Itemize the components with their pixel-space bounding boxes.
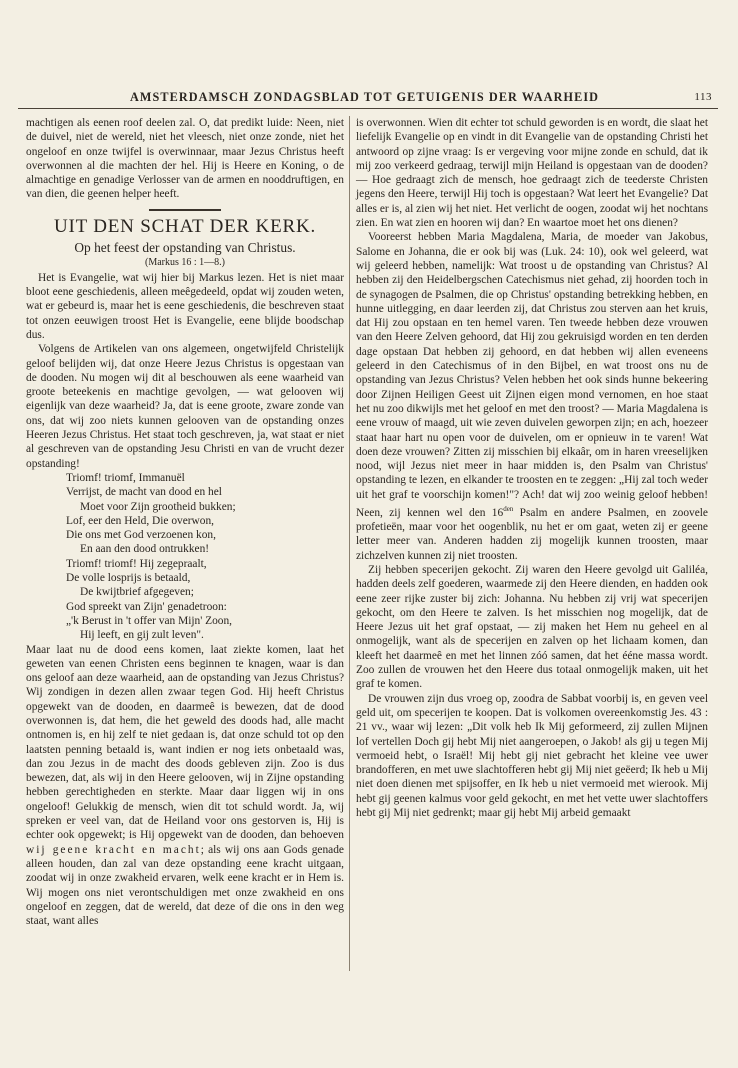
paragraph: Het is Evangelie, wat wij hier bij Markus lezen. Het is niet maar bloot eene geschiedenis, alleen meêgedeeld, opdat wij zouden weten, wat er gebeurd is, maar het is eene geschiedenis, die beschreven staat tot onzen eeuwigen troost Het is Evangelie, eene blijde boodschap dus. xyxy=(26,271,344,341)
poem-line: Triomf! triomf, Immanuël xyxy=(66,471,185,484)
poem-line: De kwijtbrief afgegeven; xyxy=(80,586,194,599)
poem-line: Triomf! triomf! Hij zegepraalt, xyxy=(66,557,207,570)
paragraph: Zij hebben specerijen gekocht. Zij waren den Heere gevolgd uit Galiléa, hadden deels zelf goederen, waarmede zij den Heere dienden, en hadden ook eene zeer rijke zuster bij zich: Johanna. Nu hebben zij vrij wat specerijen gekocht, om den Heere te zalven. Is het misschien nog mogelijk, dat de Heere Jezus uit het graf opstaat, — zij maken het Hem nu geheel en al onmogelijk, want als de specerijen en zalven op het lichaam komen, dan kleeft het daarmeê en met het linnen zóó samen, dat het ééne massa wordt. Zoo zullen de vrouwen het den Heere dus totaal onmogelijk maken, uit het graf te komen. xyxy=(356,564,708,691)
poem-line: Hij leeft, en gij zult leven". xyxy=(80,629,204,642)
paragraph-text: Vooreerst hebben Maria Magdalena, Maria, de moeder van Jakobus, Salome en Johanna, die er ook bij was (Luk. 24: 10), ook wel geleerd, wat wij geleerd hebben, namelijk: Wat troost u de opstanding van Christus? Al hebben zij den Heidelbergschen Catechismus niet gehad, zij hoorden toch in de synagogen de Psalmen, die op Christus' opstanding betrekking hebben, en hunne uitlegging, en daar leerden zij, dat Christus zou sterven aan het kruis, dat Hij zou opstaan en ten hemel varen. Ten tweede hebben deze vrouwen van den Heere Zelven gehoord, dat Hij zou gekruisigd worden en ten derden dage opstaan Dat hebben zij gehoord, en dat hebben wij allen eveneens geleerd in den Catechismus of in den Bijbel, en wat troost ons nu de opstanding van Jezus Christus? Velen hebben het ook sinds hunne bekeering door Zijnen Heiligen Geest uit Zijnen eigen mond vernomen, en hoe staat het nu zoo dikwijls met het geloof en met den troost? — Maria Magdalena is eene vrouw of maagd, uit wie zeven duivelen geworpen zijn; en ach, hoezeer staat haar hart nu open voor de duivelen, om er opnieuw in te varen! Wat doen deze vrouwen? Zitten zij misschien bij elkaâr, om in haren vreeselijken nood, wijl Jezus niet meer in haar midden is, den Psalm van Christus' opstanding te lezen, en elkander te troosten en te zeggen: „Hij zal toch weder uit het graf te voorschijn komen!"? Ach! dat wij zoo weinig geloof hebben! Neen, zij kennen wel den 16 xyxy=(356,231,708,519)
intro-paragraph: machtigen als eenen roof deelen zal. O, dat predikt luide: Neen, niet de duivel, niet de wereld, niet het vleesch, niet onze zonde, niet het ongeloof en onze twijfel is overwinnaar, maar Jezus Christus heeft overwonnen al die machten der hel. Hij is Heere en Koning, o de almachtige en genadige Verlosser van de armen en nooddruftigen, en van dien, die geenen helper heeft. xyxy=(26,117,344,201)
paragraph: De vrouwen zijn dus vroeg op, zoodra de Sabbat voorbij is, en geven veel geld uit, om specerijen te koopen. Dat is volkomen overeenkomstig Jes. 43 : 21 vv., waar wij lezen: „Dit volk heb Ik Mij geformeerd, zij zullen Mijnen lof vertellen Doch gij hebt Mij niet aangeroepen, o Jakob! als gij u tegen Mij vermoeid hebt, o Israël! Mij hebt gij niet gebracht het kleine vee uwer brandofferen, en met uwe slachtofferen hebt gij Mij niet geëerd; Ik heb u Mij niet doen dienen met spijsoffer, en Ik heb u niet vermoeid met wierook. Mij hebt gij geenen kalmus voor geld gekocht, en met het vette uwer slachtoffers hebt gij Mij niet gedrenkt; maar gij hebt Mij arbeid gemaakt xyxy=(356,692,708,820)
paragraph xyxy=(356,230,708,563)
page-header xyxy=(18,88,718,109)
poem-line: Die ons met God verzoenen kon, xyxy=(66,529,216,542)
column-divider xyxy=(349,116,350,971)
paragraph: is overwonnen. Wien dit echter tot schuld geworden is en wordt, die slaat het liefelijk Evangelie op en vindt in dit Evangelie van de opstanding Christi het antwoord op zijne vraag: Is er vergeving voor mijne zonde en schuld, dat ik mij zoo verkeerd gedraag, terwijl mijn Heiland is opgestaan van de dooden? — Hoe gedraagt zich de mensch, hoe gedraagt zich de teederste Christen jegens den Heere, terwijl Hij toch is opgestaan? Wat leert het Evangelie? Dat alles er is, al zien wij het niet. Het verlicht de oogen, zoodat wij het nochtans zien. En wat zien en hooren wij dan? En waartoe moet het ons dienen? xyxy=(356,117,708,230)
poem-line: Moet voor Zijn grootheid bukken; xyxy=(80,500,236,513)
newspaper-title: AMSTERDAMSCH ZONDAGSBLAD TOT GETUIGENIS DER WAARHEID xyxy=(130,90,600,104)
section-rule xyxy=(149,209,221,211)
poem-line: De volle losprijs is betaald, xyxy=(66,572,191,585)
paragraph-text: ; als wij ons aan Gods genade alleen houden, dan zal van deze opstanding eene kracht uitgaan, zoodat wij in onze zwakheid ervaren, welk eene kracht er in Hem is. Wij mogen ons niet verontschuldigen met onze zwakheid en ons ongeloof en zeggen, dat de wereld, dat deze of die ons in den weg staat, want alles xyxy=(26,843,344,928)
article-title: Op het feest der opstanding van Christus. xyxy=(74,239,296,255)
page-number: 113 xyxy=(694,91,712,103)
paragraph xyxy=(26,643,344,929)
poem-line: Verrijst, de macht van dood en hel xyxy=(66,486,222,499)
right-column xyxy=(356,116,708,820)
poem-line: God spreekt van Zijn' genadetroon: xyxy=(66,600,227,613)
poem xyxy=(26,471,344,643)
poem-line: Lof, eer den Held, Die overwon, xyxy=(66,514,215,527)
emphasis-text: wij geene kracht en macht xyxy=(26,843,201,856)
paragraph: Volgens de Artikelen van ons algemeen, ongetwijfeld Christelijk geloof belijden wij, dat onze Heere Jezus Christus is opgestaan van de dooden. Nu mogen wij dit al beschouwen als eene waarheid van groote beteekenis en machtige gevolgen, — wat gelooven wij eigenlijk van deze waarheid? Ja, dat is eene groote, zware zonde van ons, dat wij zoo niets kunnen gelooven van de opstanding onzes Heeren Jezus Christus. Het staat toch geschreven, ja, wat staat er niet al geschreven van de opstanding Jesu Christi en van de vrucht dezer opstanding! xyxy=(26,343,344,470)
left-column xyxy=(26,116,344,928)
superscript: den xyxy=(503,505,514,514)
poem-line: En aan den dood ontrukken! xyxy=(80,543,210,556)
poem-line: „'k Berust in 't offer van Mijn' Zoon, xyxy=(66,614,233,627)
paragraph-text: Maar laat nu de dood eens komen, laat ziekte komen, laat het geweten van eenen Christen eens beginnen te knagen, waar is dan ons geloof aan deze waarheid, aan de opstanding van Jezus Christus? Wij zondigen in dezen allen zwaar tegen God. Hij heeft Christus opgewekt van de dooden, en daarmeê is bewezen, dat de dood overwonnen is, dat hem, die het geweld des doods had, alle macht ontnomen is, en hij zelf te niet gedaan is, dat onze schuld tot op den laatsten penning betaald is, want indien er nog iets onbetaald was, dan zou Jezus in de macht des doods gebleven zijn. Zoo is dus bewezen, dat, als wij in den Heere gelooven, wij in Zijne opstanding hebben gerechtigheden en sterkte. Maar daar liggen wij in ons ongeloof! Gelukkig de mensch, wien dit tot schuld wordt. Ja, wij spreken er veel van, dat de Heiland voor ons gestorven is, Hij is echter ook opgewekt; is Hij opgewekt van de dooden, dan behoeven xyxy=(26,643,344,842)
paragraph-text: Psalm en andere Psalmen, en zoovele profetieën, maar voor het oogenblik, nu het er om gaat, weten zij er geene letter meer van. Anderen hadden zij mogelijk kunnen troosten, maar zichzelven kunnen zij niet troosten. xyxy=(356,506,708,562)
section-title: UIT DEN SCHAT DER KERK. xyxy=(53,215,317,237)
scripture-reference: (Markus 16 : 1—8.) xyxy=(145,256,225,268)
